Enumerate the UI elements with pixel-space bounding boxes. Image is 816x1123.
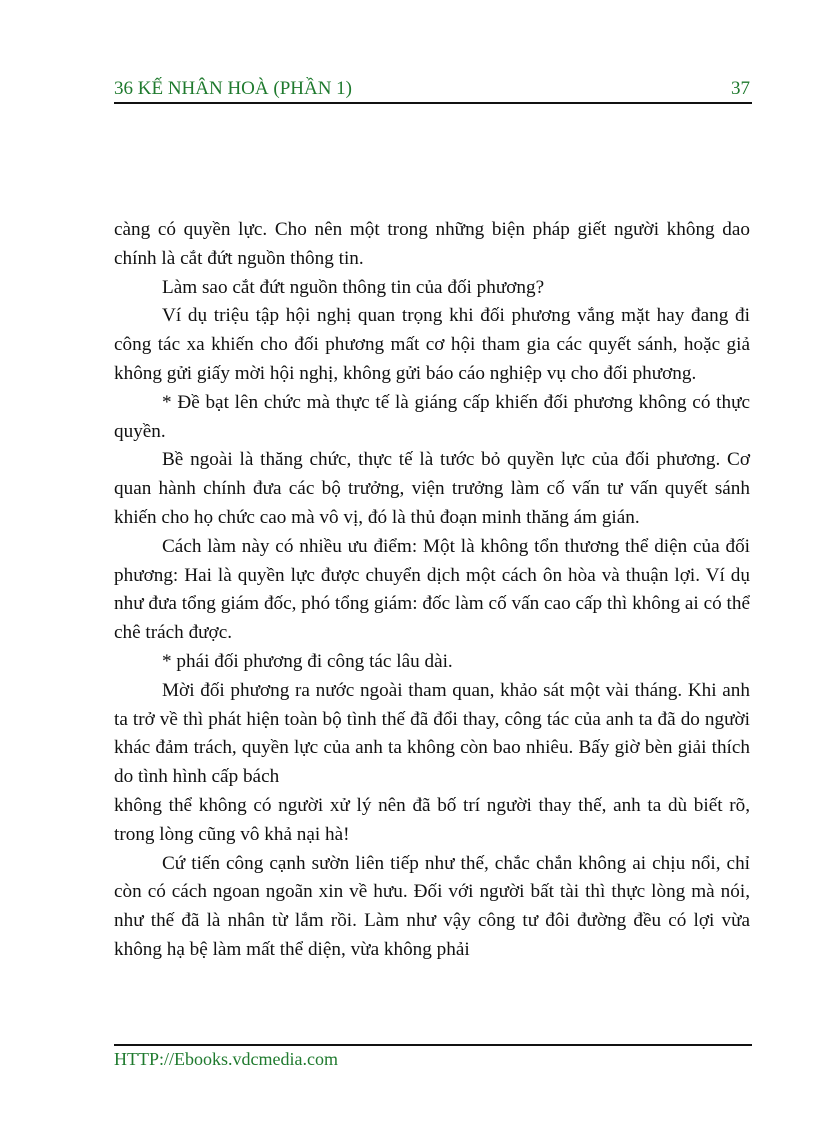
paragraph-question: Làm sao cắt đứt nguồn thông tin của đối phương? xyxy=(162,276,545,298)
paragraph-travel-continued: không thể không có người xử lý nên đã bố trí người thay thế, anh ta dù biết rõ, trong lòng cũng vô khả nại hà! xyxy=(114,794,750,845)
page-footer xyxy=(114,1044,752,1070)
page-body xyxy=(114,216,750,965)
page-header xyxy=(114,76,752,104)
paragraph-bullet-travel: * phái đối phương đi công tác lâu dài. xyxy=(162,650,453,672)
book-title: 36 KẾ NHÂN HOÀ (PHẦN 1) xyxy=(114,78,353,99)
paragraph-promotion-explained: Bề ngoài là thăng chức, thực tế là tước bỏ quyền lực của đối phương. Cơ quan hành chính đưa các bộ trưởng, viện trưởng làm cố vấn tư vấn quyết sánh khiến cho họ chức cao mà vô vị, đó là thủ đoạn minh thăng ám gián. xyxy=(114,449,750,528)
paragraph-advantages: Cách làm này có nhiều ưu điểm: Một là không tổn thương thể diện của đối phương: Hai là quyền lực được chuyển dịch một cách ôn hòa và thuận lợi. Ví dụ như đưa tổng giám đốc, phó tổng giám: đốc làm cố vấn cao cấp thì không ai có thể chê trách được. xyxy=(114,535,750,644)
paragraph-bullet-promotion: * Đề bạt lên chức mà thực tế là giáng cấp khiến đối phương không có thực quyền. xyxy=(114,391,750,442)
paragraph-continuation: càng có quyền lực. Cho nên một trong những biện pháp giết người không dao chính là cắt đứt nguồn thông tin. xyxy=(114,219,750,269)
paragraph-travel-explained: Mời đối phương ra nước ngoài tham quan, khảo sát một vài tháng. Khi anh ta trở về thì phát hiện toàn bộ tình thế đã đổi thay, công tác của anh ta đã do người khác đảm trách, quyền lực của anh ta không còn bao nhiêu. Bấy giờ bèn giải thích do tình hình cấp bách xyxy=(114,679,750,788)
page-number: 37 xyxy=(731,78,750,99)
paragraph-example-meeting: Ví dụ triệu tập hội nghị quan trọng khi đối phương vắng mặt hay đang đi công tác xa khiến cho đối phương mất cơ hội tham gia các quyết sánh, hoặc giả không gửi giấy mời hội nghị, không gửi báo cáo nghiệp vụ cho đối phương. xyxy=(114,305,750,384)
footer-link[interactable]: HTTP://Ebooks.vdcmedia.com xyxy=(114,1049,338,1069)
paragraph-conclusion: Cứ tiến công cạnh sườn liên tiếp như thế, chắc chắn không ai chịu nổi, chỉ còn có cách ngoan ngoãn xin về hưu. Đối với người bất tài thì thực lòng mà nói, như thế đã là nhân từ lắm rồi. Làm như vậy công tư đôi đường đều có lợi vừa không hạ bệ làm mất thể diện, vừa không phải xyxy=(114,852,750,960)
